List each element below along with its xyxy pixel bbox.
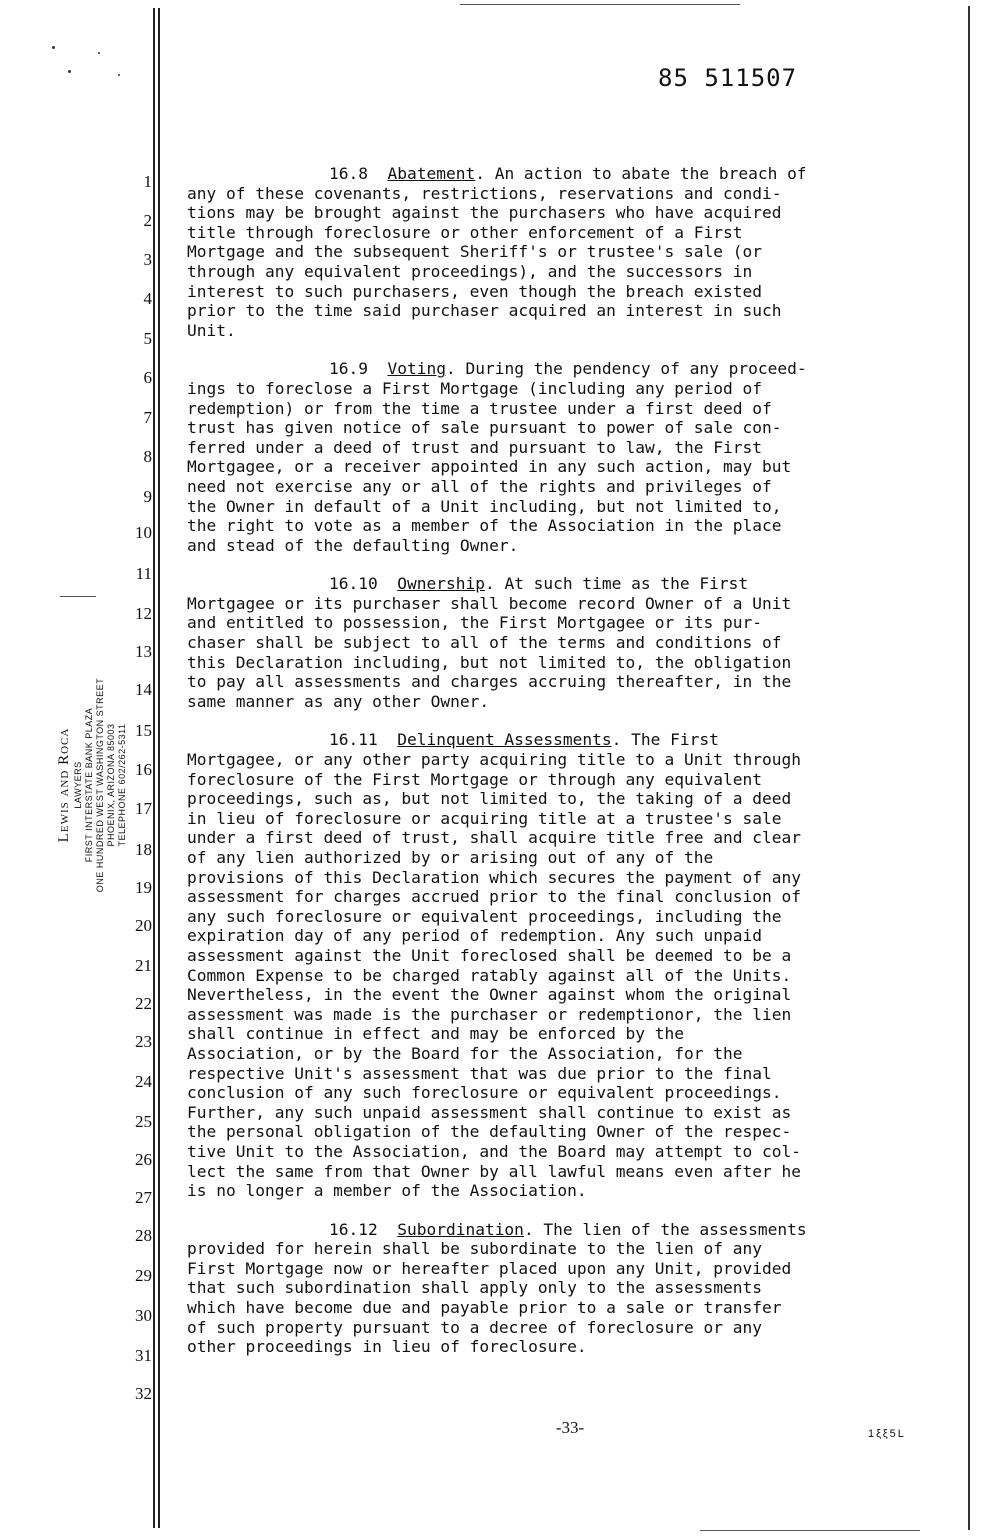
paragraph-line: in lieu of foreclosure or acquiring title at a trustee's sale [187, 808, 782, 828]
paragraph-line [187, 359, 947, 379]
paragraph-line: provided for herein shall be subordinate to the lien of any [187, 1239, 762, 1259]
section-heading: Abatement [387, 164, 476, 183]
line-number: 21 [135, 956, 152, 975]
line-number: 22 [135, 994, 152, 1013]
firm-role: LAWYERS [73, 761, 83, 809]
line-number: 9 [143, 487, 152, 506]
section-heading: Delinquent Assessments [397, 730, 612, 750]
right-edge-rule [968, 6, 970, 1530]
line-number: 6 [143, 368, 152, 387]
line-number: 32 [135, 1384, 152, 1403]
spacer [368, 164, 388, 183]
line-number: 24 [135, 1072, 152, 1091]
paragraph-line: Mortgagee, or any other party acquiring title to a Unit through [187, 750, 801, 770]
paragraph-line: of any lien authorized by or arising out of any of the [187, 848, 714, 867]
paragraph-line: trust has given notice of sale pursuant to power of sale con- [187, 418, 782, 438]
line-number: 4 [143, 289, 152, 308]
section-text: . The lien of the assessments [523, 1219, 807, 1239]
paragraph-line [187, 730, 947, 750]
section-text: . During the pendency of any proceed- [445, 359, 807, 379]
paragraph-line: through any equivalent proceedings), and the successors in [187, 261, 753, 281]
paragraph-line: assessment against the Unit foreclosed shall be deemed to be a [187, 945, 792, 965]
line-number: 26 [135, 1150, 152, 1169]
section-16-10 [187, 574, 947, 711]
line-number: 19 [135, 878, 152, 897]
line-number: 27 [135, 1188, 152, 1207]
paragraph-line: Common Expense to be charged ratably against all of the Units. [187, 965, 792, 985]
line-number: 18 [135, 840, 152, 859]
line-number: 17 [135, 799, 152, 818]
firm-name: Lewis and Roca [56, 727, 72, 843]
line-number: 2 [143, 211, 152, 230]
section-number: 16.10 [329, 574, 378, 594]
law-firm-letterhead [56, 660, 186, 910]
paragraph-line: which have become due and payable prior to a sale or transfer [187, 1298, 782, 1318]
line-number: 8 [143, 447, 152, 466]
section-heading: Voting [387, 359, 446, 379]
paragraph-line: Unit. [187, 320, 236, 340]
line-number: 1 [143, 172, 152, 191]
line-number: 11 [135, 564, 152, 583]
section-text: . At such time as the First [484, 574, 749, 594]
paragraph-line [187, 1220, 947, 1240]
paragraph-line: is no longer a member of the Association. [187, 1181, 587, 1201]
paragraph-line: assessment for charges accrued prior to the final conclusion of [187, 887, 801, 907]
paragraph-line: ferred under a deed of trust and pursuant to law, the First [187, 437, 762, 457]
spacer [378, 1220, 398, 1239]
paragraph-line: lect the same from that Owner by all lawful means even after he [187, 1161, 801, 1181]
paragraph-line: Mortgage and the subsequent Sheriff's or trustee's sale (or [187, 242, 762, 262]
line-number: 23 [135, 1032, 152, 1051]
line-number: 12 [135, 604, 152, 623]
section-number: 16.8 [329, 164, 368, 183]
paragraph-line: redemption) or from the time a trustee under a first deed of [187, 398, 772, 418]
section-text: . The First [611, 730, 719, 750]
paragraph-line: Nevertheless, in the event the Owner against whom the original [187, 985, 792, 1005]
footer-code: 1ξξ5L [868, 1428, 906, 1440]
paragraph-line: title through foreclosure or other enforcement of a First [187, 222, 743, 242]
line-number: 16 [135, 760, 152, 779]
paragraph-line: prior to the time said purchaser acquired an interest in such [187, 301, 782, 321]
section-number: 16.12 [329, 1219, 378, 1239]
section-heading: Ownership [397, 574, 485, 594]
spacer [378, 574, 398, 593]
paragraph-line: proceedings, such as, but not limited to, the taking of a deed [187, 789, 792, 809]
line-number: 15 [135, 721, 152, 740]
section-16-11 [187, 730, 947, 1200]
section-text: . An action to abate the breach of [475, 164, 807, 183]
paragraph-line: foreclosure of the First Mortgage or through any equivalent [187, 769, 762, 789]
line-number: 31 [135, 1346, 152, 1365]
paragraph-line: the right to vote as a member of the Association in the place [187, 516, 782, 536]
paragraph-line: Mortgagee, or a receiver appointed in any such action, may but [187, 457, 792, 477]
scan-speck [68, 70, 71, 73]
section-16-12 [187, 1220, 947, 1357]
paragraph-line: same manner as any other Owner. [187, 691, 490, 711]
line-number: 30 [135, 1306, 152, 1325]
paragraph-line: shall continue in effect and may be enforced by the [187, 1024, 685, 1044]
paragraph-line: need not exercise any or all of the rights and privileges of [187, 476, 772, 496]
paragraph-line: that such subordination shall apply only to the assessments [187, 1278, 762, 1298]
scan-dash [700, 1530, 920, 1531]
line-number: 14 [135, 680, 152, 699]
firm-address2: ONE HUNDRED WEST WASHINGTON STREET [95, 677, 105, 893]
paragraph-line: ings to foreclose a First Mortgage (including any period of [187, 378, 762, 398]
scan-dash [460, 4, 740, 5]
section-number: 16.11 [329, 730, 378, 750]
scan-speck [98, 52, 100, 54]
section-heading: Subordination [397, 1219, 524, 1239]
line-number: 13 [135, 642, 152, 661]
paragraph-line: the Owner in default of a Unit including, but not limited to, [187, 496, 782, 516]
paragraph-line: the personal obligation of the defaulting Owner of the respec- [187, 1122, 792, 1142]
paragraph-line: of such property pursuant to a decree of foreclosure or any [187, 1317, 762, 1337]
spacer [368, 359, 388, 378]
paragraph-line: and stead of the defaulting Owner. [187, 535, 519, 555]
paragraph-line: and entitled to possession, the First Mortgagee or its pur- [187, 613, 762, 633]
paragraph-line: chaser shall be subject to all of the terms and conditions of [187, 633, 782, 653]
section-number: 16.9 [329, 359, 368, 379]
document-number: 85 511507 [658, 64, 798, 92]
paragraph-line: tions may be brought against the purchasers who have acquired [187, 203, 782, 223]
paragraph-line: other proceedings in lieu of foreclosure. [187, 1337, 587, 1357]
line-number: 7 [143, 408, 152, 427]
paragraph-line: this Declaration including, but not limited to, the obligation [187, 652, 792, 672]
line-number: 10 [135, 523, 152, 542]
line-number: 3 [143, 250, 152, 269]
scan-dash [60, 596, 96, 597]
paragraph-line: provisions of this Declaration which secures the payment of any [187, 867, 801, 887]
line-number: 28 [135, 1226, 152, 1245]
paragraph-line [187, 164, 947, 184]
firm-phone: TELEPHONE 602/262-5311 [117, 723, 127, 847]
paragraph-line: conclusion of any such foreclosure or equivalent proceedings. [187, 1083, 782, 1103]
section-16-9 [187, 359, 947, 555]
page-number: -33- [555, 1418, 585, 1437]
paragraph-line: any such foreclosure or equivalent proceedings, including the [187, 906, 782, 926]
paragraph-line: assessment was made is the purchaser or redemptionor, the lien [187, 1004, 792, 1024]
document-body [187, 164, 947, 1357]
line-number: 29 [135, 1266, 152, 1285]
paragraph-line [187, 574, 947, 594]
scan-speck [118, 74, 120, 76]
spacer [378, 730, 398, 749]
paragraph-line: under a first deed of trust, shall acquire title free and clear [187, 828, 801, 848]
line-number: 5 [143, 329, 152, 348]
firm-address1: FIRST INTERSTATE BANK PLAZA [84, 707, 94, 863]
paragraph-line: expiration day of any period of redemption. Any such unpaid [187, 926, 762, 946]
firm-city: PHOENIX, ARIZONA 85003 [106, 723, 116, 847]
paragraph-line: First Mortgage now or hereafter placed upon any Unit, provided [187, 1258, 792, 1278]
paragraph-line: any of these covenants, restrictions, reservations and condi- [187, 183, 782, 203]
paragraph-line: Association, or by the Board for the Association, for the [187, 1043, 743, 1063]
paragraph-line: tive Unit to the Association, and the Board may attempt to col- [187, 1141, 801, 1161]
line-number: 20 [135, 916, 152, 935]
paragraph-line: interest to such purchasers, even though the breach existed [187, 281, 762, 301]
line-number: 25 [135, 1112, 152, 1131]
scan-speck [52, 46, 55, 49]
paragraph-line: Mortgagee or its purchaser shall become record Owner of a Unit [187, 593, 792, 613]
section-16-8 [187, 164, 947, 340]
paragraph-line: to pay all assessments and charges accruing thereafter, in the [187, 672, 792, 692]
paragraph-line: Further, any such unpaid assessment shall continue to exist as [187, 1102, 792, 1122]
paragraph-line: respective Unit's assessment that was due prior to the final [187, 1063, 772, 1083]
